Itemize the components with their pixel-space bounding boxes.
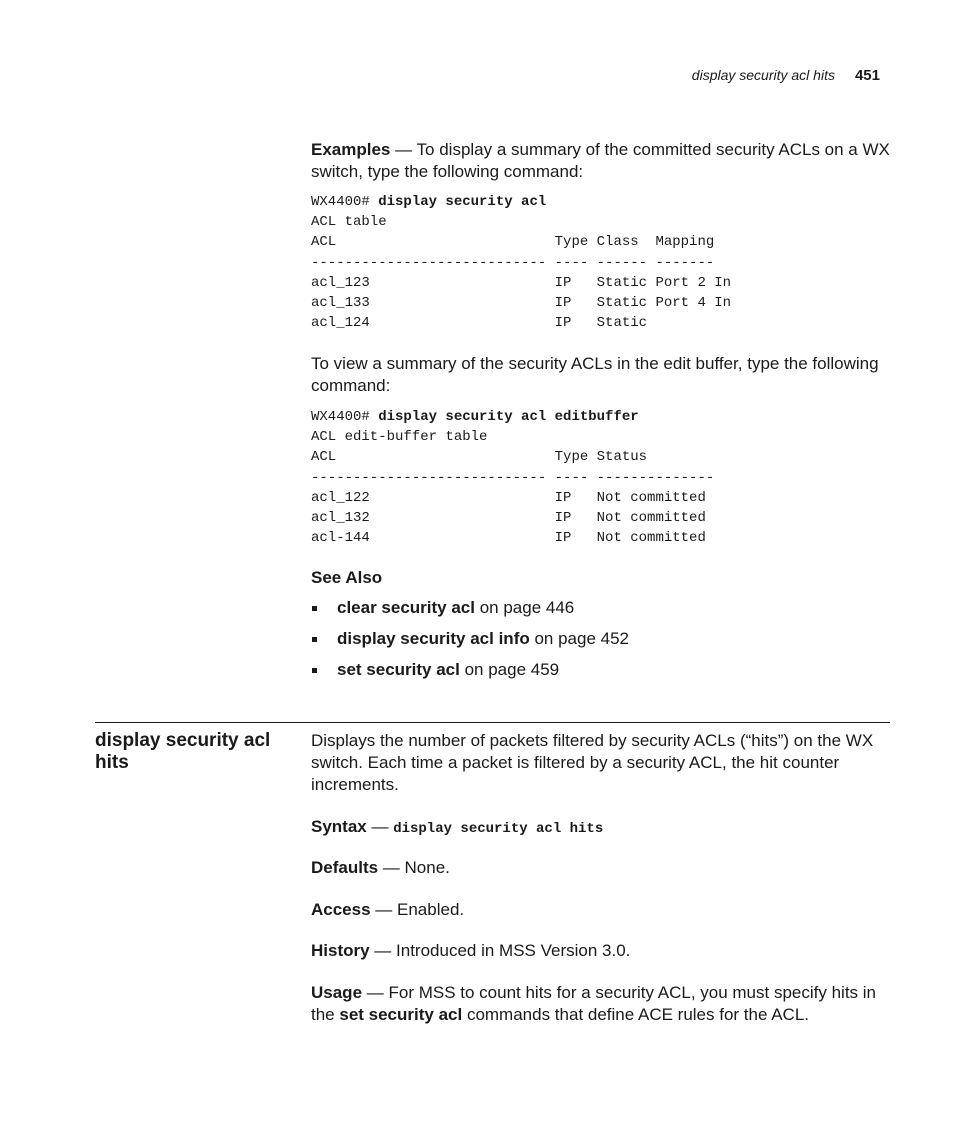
cross-ref-name: clear security acl: [337, 598, 475, 617]
code-prompt: WX4400#: [311, 194, 379, 210]
syntax-line: [311, 816, 891, 840]
usage-label: Usage: [311, 983, 363, 1002]
history-text: — Introduced in MSS Version 3.0.: [369, 941, 631, 960]
history-label: History: [311, 941, 370, 960]
defaults-label: Defaults: [311, 858, 379, 877]
syntax-label: Syntax: [311, 817, 367, 836]
see-also-heading: See Also: [311, 568, 383, 587]
code-line: ACL table: [311, 214, 387, 231]
examples-text: — To display a summary of the committed security ACLs on a WX switch, type the following command:: [311, 140, 890, 181]
syntax-separator: —: [366, 817, 394, 836]
code-command: display security acl: [378, 194, 547, 210]
usage-text-end: commands that define ACE rules for the ACL.: [462, 1005, 810, 1024]
examples-label: Examples: [311, 140, 391, 159]
code-line: ---------------------------- ---- ------ -------: [311, 254, 715, 271]
see-also-list: [311, 597, 891, 690]
syntax-block: [311, 816, 891, 840]
examples-paragraph: [311, 139, 891, 183]
access-block: [311, 899, 891, 921]
history-block: [311, 940, 891, 962]
usage-paragraph: [311, 982, 891, 1026]
editbuffer-intro-block: [311, 353, 891, 397]
access-text: — Enabled.: [370, 900, 465, 919]
code-prompt: WX4400#: [311, 409, 379, 425]
section-divider: [95, 722, 890, 723]
cross-ref-name: display security acl info: [337, 629, 530, 648]
page-number: 451: [854, 67, 880, 84]
code-line: acl_132 IP Not committed: [311, 510, 706, 527]
code-listing: [311, 192, 891, 333]
section-description: Displays the number of packets filtered by security ACLs (“hits”) on the WX switch. Each time a packet is filtered by a security ACL, the hit counter increments.: [311, 731, 874, 794]
code-listing: [311, 407, 891, 548]
code-line: acl_122 IP Not committed: [311, 489, 706, 506]
code-line: ACL Type Status: [311, 449, 648, 466]
code-line: acl-144 IP Not committed: [311, 530, 706, 547]
access-line: [311, 899, 891, 921]
code-line: ACL edit-buffer table: [311, 429, 488, 446]
code-block-committed: [311, 192, 891, 333]
usage-command-ref: set security acl: [339, 1005, 463, 1024]
cross-ref-name: set security acl: [337, 660, 460, 679]
bullet-icon: [312, 637, 317, 642]
code-line: ACL Type Class Mapping: [311, 234, 715, 251]
code-command: display security acl editbuffer: [378, 409, 639, 425]
cross-ref-page: on page 452: [529, 629, 630, 648]
cross-ref-page: on page 459: [459, 660, 560, 679]
bullet-icon: [312, 668, 317, 673]
running-head-title: display security acl hits: [691, 67, 835, 83]
bullet-icon: [312, 606, 317, 611]
history-line: [311, 940, 891, 962]
examples-block: [311, 139, 891, 183]
see-also-item[interactable]: [311, 597, 891, 628]
see-also-block: [311, 568, 891, 690]
see-also-item[interactable]: [311, 628, 891, 659]
code-line: acl_124 IP Static: [311, 315, 648, 332]
code-line: acl_133 IP Static Port 4 In: [311, 295, 732, 312]
defaults-line: [311, 857, 891, 879]
section-description-block: [311, 730, 891, 796]
access-label: Access: [311, 900, 371, 919]
usage-block: [311, 982, 891, 1026]
defaults-text: — None.: [378, 858, 450, 877]
cross-ref-page: on page 446: [474, 598, 575, 617]
running-head: [692, 67, 880, 84]
syntax-command: display security acl hits: [393, 821, 604, 837]
usage-text: — For MSS to count hits for a security ACL, you must specify hits in the: [311, 983, 876, 1024]
editbuffer-intro: To view a summary of the security ACLs in the edit buffer, type the following command:: [311, 354, 879, 395]
code-block-editbuffer: [311, 407, 891, 548]
section-heading: display security acl hits: [95, 730, 271, 773]
code-line: acl_123 IP Static Port 2 In: [311, 274, 732, 291]
see-also-item[interactable]: [311, 659, 891, 690]
code-line: ---------------------------- ---- --------------: [311, 469, 715, 486]
defaults-block: [311, 857, 891, 879]
